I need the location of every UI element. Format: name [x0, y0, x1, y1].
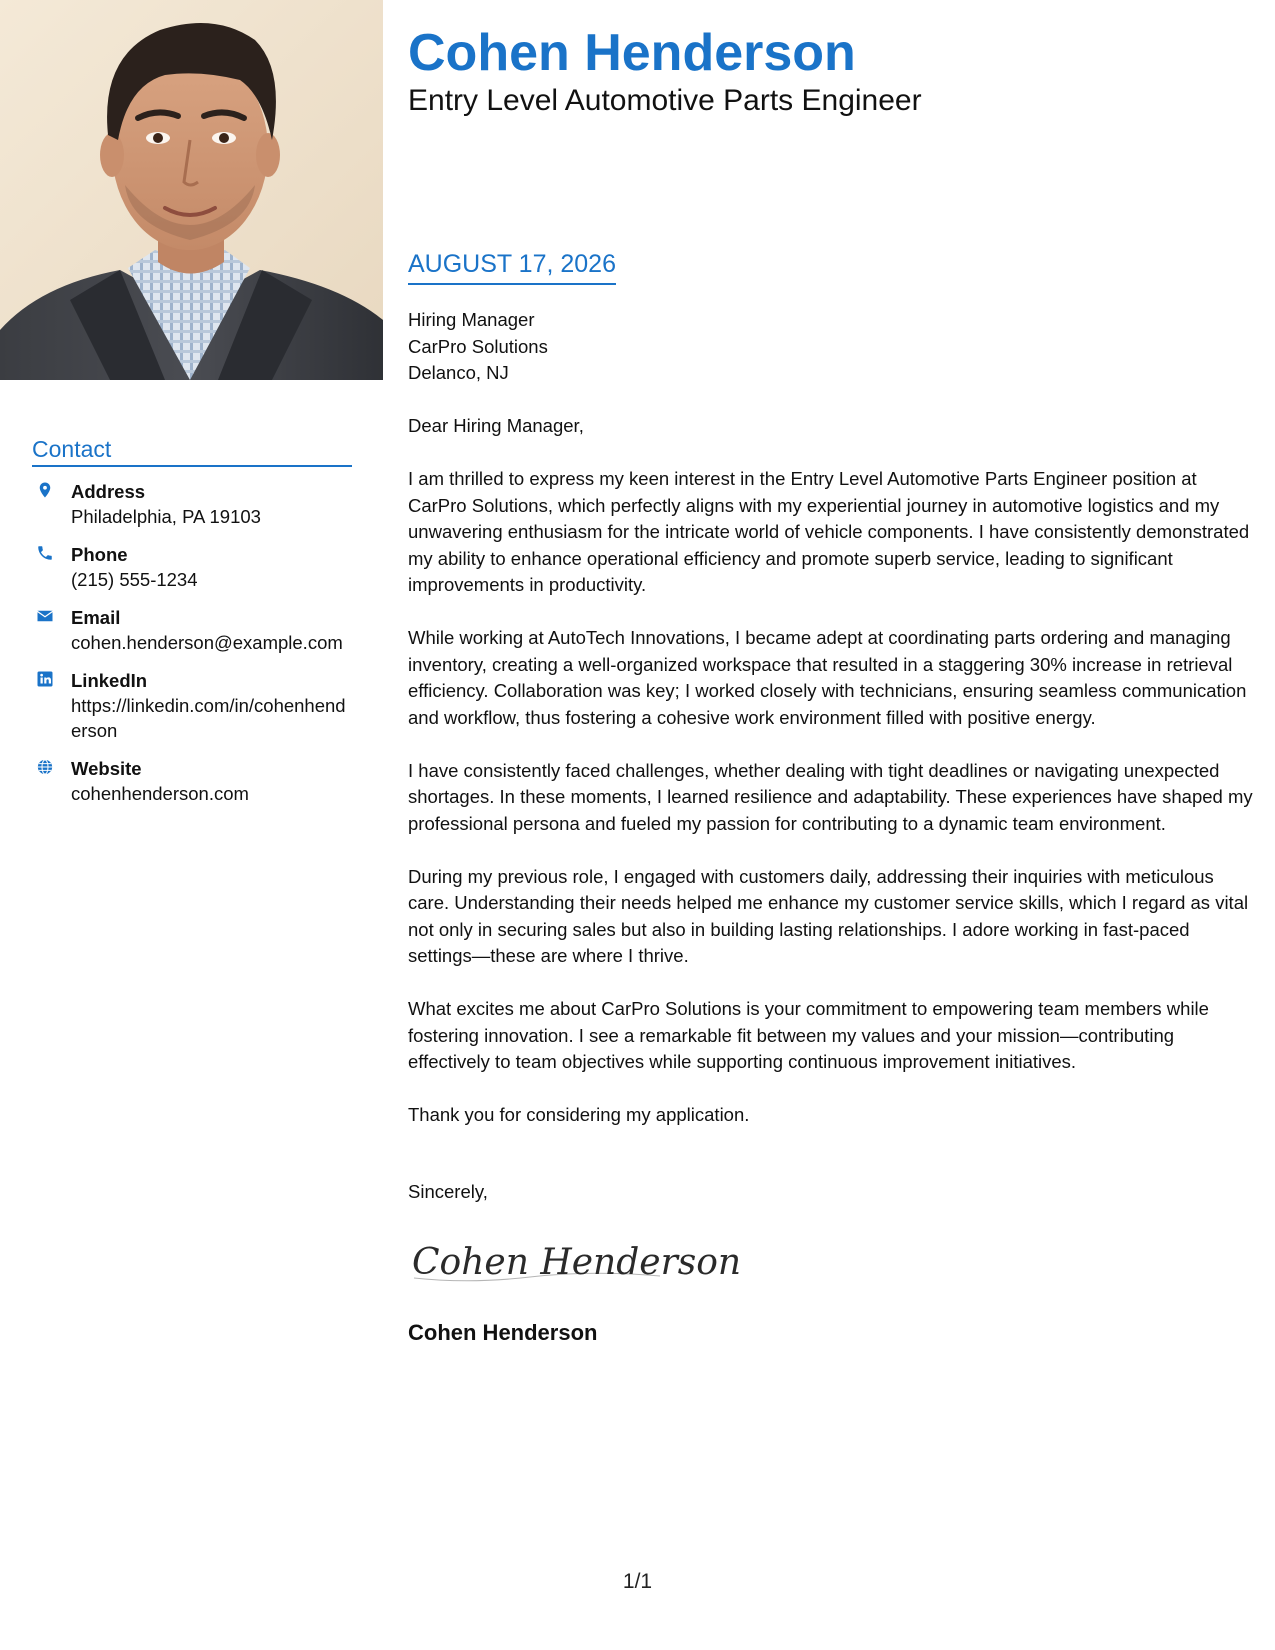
signature-text: Cohen Henderson [412, 1242, 742, 1283]
body-paragraph: Thank you for considering my application. [408, 1104, 750, 1125]
recipient-company: CarPro Solutions [408, 335, 548, 357]
linkedin-value[interactable]: https://linkedin.com/in/cohenhenderson [71, 695, 346, 742]
contact-section [32, 436, 352, 819]
body-paragraph: During my previous role, I engaged with customers daily, addressing their inquiries with meticulous care. Understanding their needs helped me enhance my customer service skills, which I regard as vital not only in securing sales but also in building lasting relationships. I adore working in fast-paced settings—these are where I thrive. [408, 865, 1249, 966]
body-paragraph: What excites me about CarPro Solutions is your commitment to empowering team members while fostering innovation. I see a remarkable fit between my values and your mission—contributing effectively to team objectives while supporting continuous improvement initiatives. [408, 998, 1209, 1072]
contact-label: Phone [71, 544, 128, 566]
contact-label: Address [71, 481, 146, 503]
phone-icon [36, 544, 54, 562]
contact-item-website [32, 756, 352, 806]
job-title: Entry Level Automotive Parts Engineer [408, 84, 922, 117]
body-paragraph: While working at AutoTech Innovations, I became adept at coordinating parts ordering and managing inventory, creating a well-organized workspace that resulted in a staggering 30% increase in retrieval efficiency. Collaboration was key; I worked closely with technicians, ensuring seamless communication and workflow, thus fostering a cohesive work environment filled with positive energy. [408, 627, 1247, 728]
contact-label: Email [71, 607, 121, 629]
globe-icon [36, 758, 54, 776]
letter-body [408, 413, 1253, 1155]
body-paragraph: I am thrilled to express my keen interest in the Entry Level Automotive Parts Engineer position at CarPro Solutions, which perfectly aligns with my experiential journey in automotive logistics and my unwavering enthusiasm for the intricate world of vehicle components. I have consistently demonstrated my ability to enhance operational efficiency and promote superb service, leading to significant improvements in productivity. [408, 468, 1250, 595]
location-pin-icon [36, 481, 54, 499]
contact-label: LinkedIn [71, 670, 148, 692]
letter-date: AUGUST 17, 2026 [408, 248, 616, 285]
linkedin-icon [36, 670, 54, 688]
profile-photo [0, 0, 383, 380]
contact-item-linkedin [32, 668, 352, 743]
page-number: 1/1 [622, 1570, 653, 1593]
contact-heading: Contact [32, 436, 352, 467]
contact-item-address [32, 479, 352, 529]
recipient-title: Hiring Manager [408, 309, 535, 330]
salutation: Dear Hiring Manager, [408, 415, 584, 436]
contact-item-phone [32, 542, 352, 592]
handwritten-signature [410, 1232, 742, 1297]
applicant-name: Cohen Henderson [408, 24, 856, 82]
website-value[interactable]: cohenhenderson.com [71, 783, 249, 805]
address-value: Philadelphia, PA 19103 [71, 506, 261, 528]
body-paragraph: I have consistently faced challenges, whether dealing with tight deadlines or navigating unexpected shortages. In these moments, I learned resilience and adaptability. These experiences have shaped my professional persona and fueled my passion for contributing to a dynamic team environment. [408, 759, 1253, 834]
phone-value: (215) 555-1234 [71, 569, 198, 591]
recipient-block [408, 307, 548, 387]
recipient-location: Delanco, NJ [408, 362, 509, 383]
closing: Sincerely, [408, 1181, 488, 1202]
contact-label: Website [71, 758, 142, 780]
signer-name: Cohen Henderson [408, 1320, 598, 1345]
email-icon [36, 607, 54, 625]
contact-item-email [32, 605, 352, 655]
email-value[interactable]: cohen.henderson@example.com [71, 632, 343, 654]
